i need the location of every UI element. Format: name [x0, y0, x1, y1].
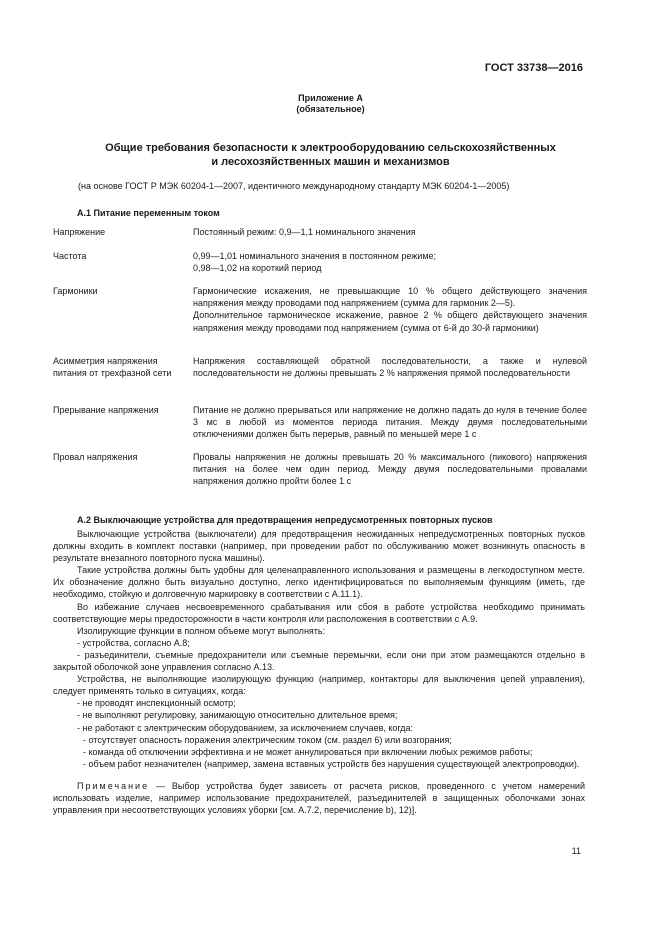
row-label: Гармоники [53, 286, 98, 296]
note-label: Примечание [77, 780, 150, 791]
row-value-text: Постоянный режим: 0,9—1,1 номинального значения [193, 227, 416, 237]
section-a2-body [53, 528, 585, 816]
list-item: - не работают с электрическим оборудованием, за исключением случаев, когда: [77, 722, 414, 733]
section-a1-title: А.1 Питание переменным током [77, 208, 220, 218]
annex-title: Приложение А [298, 93, 363, 103]
row-label: Асимметрия напряжения питания от трехфазной сети [53, 356, 172, 379]
page-number: 11 [571, 846, 581, 856]
row-value [193, 451, 587, 488]
paragraph: Выключающие устройства (выключатели) для предотвращения неожиданных непредусмотренных повторных пусков должны входить в комплект поставки (например, при проведении работ по обслуживанию может возникнуть опасность в результате внезапного повторного пуска машины). [53, 529, 585, 564]
note-text: — Выбор устройства будет зависеть от расчета рисков, проведенного с учетом намерений использовать изделие, например использование предохранителей, разъединителей в защищенных оболочками зонах управления при несоответствующих условиях уборки [см. А.7.2, перечисление b), 12)]. [53, 780, 585, 816]
annex-heading [0, 141, 661, 169]
section-a2-title: А.2 Выключающие устройства для предотвращения непредусмотренных повторных пусков [77, 515, 493, 525]
sub-list-item: - команда об отключении эффективна и не может аннулироваться при включении любых режимов работы; [83, 746, 533, 757]
row-value [193, 404, 587, 441]
annex-heading-line2: и лесохозяйственных машин и механизмов [211, 156, 450, 168]
row-value [193, 226, 587, 238]
row-value-text: Дополнительное гармоническое искажение, равное 2 % общего действующего значения напряжения между проводами под напряжением (сумма от 6-й до 30-й гармоники) [193, 310, 587, 333]
table-row [53, 355, 587, 379]
standard-number: ГОСТ 33738—2016 [484, 62, 583, 74]
list-item: - не выполняют регулировку, занимающую относительно длительное время; [77, 710, 398, 721]
paragraph: Устройства, не выполняющие изолирующую функцию (например, контакторы для выключения цепей управления), следует применять только в ситуациях, когда: [53, 674, 585, 697]
annex-basis: (на основе ГОСТ Р МЭК 60204-1—2007, идентичного международному стандарту МЭК 60204-1—2005) [78, 181, 510, 191]
list-item: - устройства, согласно А.8; [77, 637, 190, 648]
note [53, 780, 585, 816]
row-value [193, 285, 587, 334]
row-label: Частота [53, 251, 87, 261]
row-value-text: Провалы напряжения не должны превышать 20 % максимального (пикового) напряжения питания на более чем один период. Между двумя последовательными провалами напряжения должно пройти более 1 с [193, 452, 587, 487]
row-value-text: 0,99—1,01 номинального значения в постоянном режиме; [193, 251, 437, 261]
row-value [193, 355, 587, 379]
row-label: Провал напряжения [53, 452, 138, 462]
list-item: - разъединители, съемные предохранители или съемные перемычки, если они при этом размещаются отдельно в закрытой оболочкой зоне управления согласно А.13. [53, 649, 585, 673]
paragraph: Во избежание случаев несвоевременного срабатывания или сбоя в работе устройства необходимо принимать соответствующие меры предосторожности в части контроля или расположения в соответствии с А.9. [53, 601, 585, 624]
row-value [193, 250, 587, 274]
paragraph: Такие устройства должны быть удобны для целенаправленного использования и размещены в легкодоступном месте. Их обозначение должно быть визуально доступно, легко идентифицироваться по выполняемым функциям (иметь, где необходимо, стойкую и долговечную маркировку в соответствии с А.11.1). [53, 565, 585, 600]
sub-list-item: - объем работ незначителен (например, замена вставных устройств без нарушения существующей электропроводки). [83, 758, 580, 769]
row-value-text: 0,98—1,02 на короткий период [193, 263, 322, 274]
table-row [53, 404, 587, 441]
sub-list-item: - отсутствует опасность поражения электрическим током (см. раздел 6) или возгорания; [83, 734, 452, 745]
row-value-text: Напряжения составляющей обратной последовательности, а также и нулевой последовательности не должны превышать 2 % напряжения прямой последовательности [193, 356, 587, 379]
row-value-text: Гармонические искажения, не превышающие 10 % общего действующего значения напряжения между проводами под напряжением (сумма для гармоник 2—5). [193, 286, 587, 309]
table-row [53, 451, 587, 488]
list-item: - не проводят инспекционный осмотр; [77, 698, 236, 709]
table-row [53, 285, 587, 334]
row-label: Прерывание напряжения [53, 405, 159, 415]
annex-heading-line1: Общие требования безопасности к электрооборудованию сельскохозяйственных [105, 142, 556, 154]
paragraph: Изолирующие функции в полном объеме могут выполнять: [77, 625, 326, 636]
table-row [53, 226, 587, 238]
row-value-text: Питание не должно прерываться или напряжение не должно падать до нуля в течение более 3 мс в любой из моментов периода питания. Между двумя последовательными отключениями должен быть перерыв, равный по меньшей мере 1 с [193, 405, 587, 440]
row-label: Напряжение [53, 227, 106, 237]
annex-status: (обязательное) [296, 104, 365, 114]
table-row [53, 250, 587, 274]
